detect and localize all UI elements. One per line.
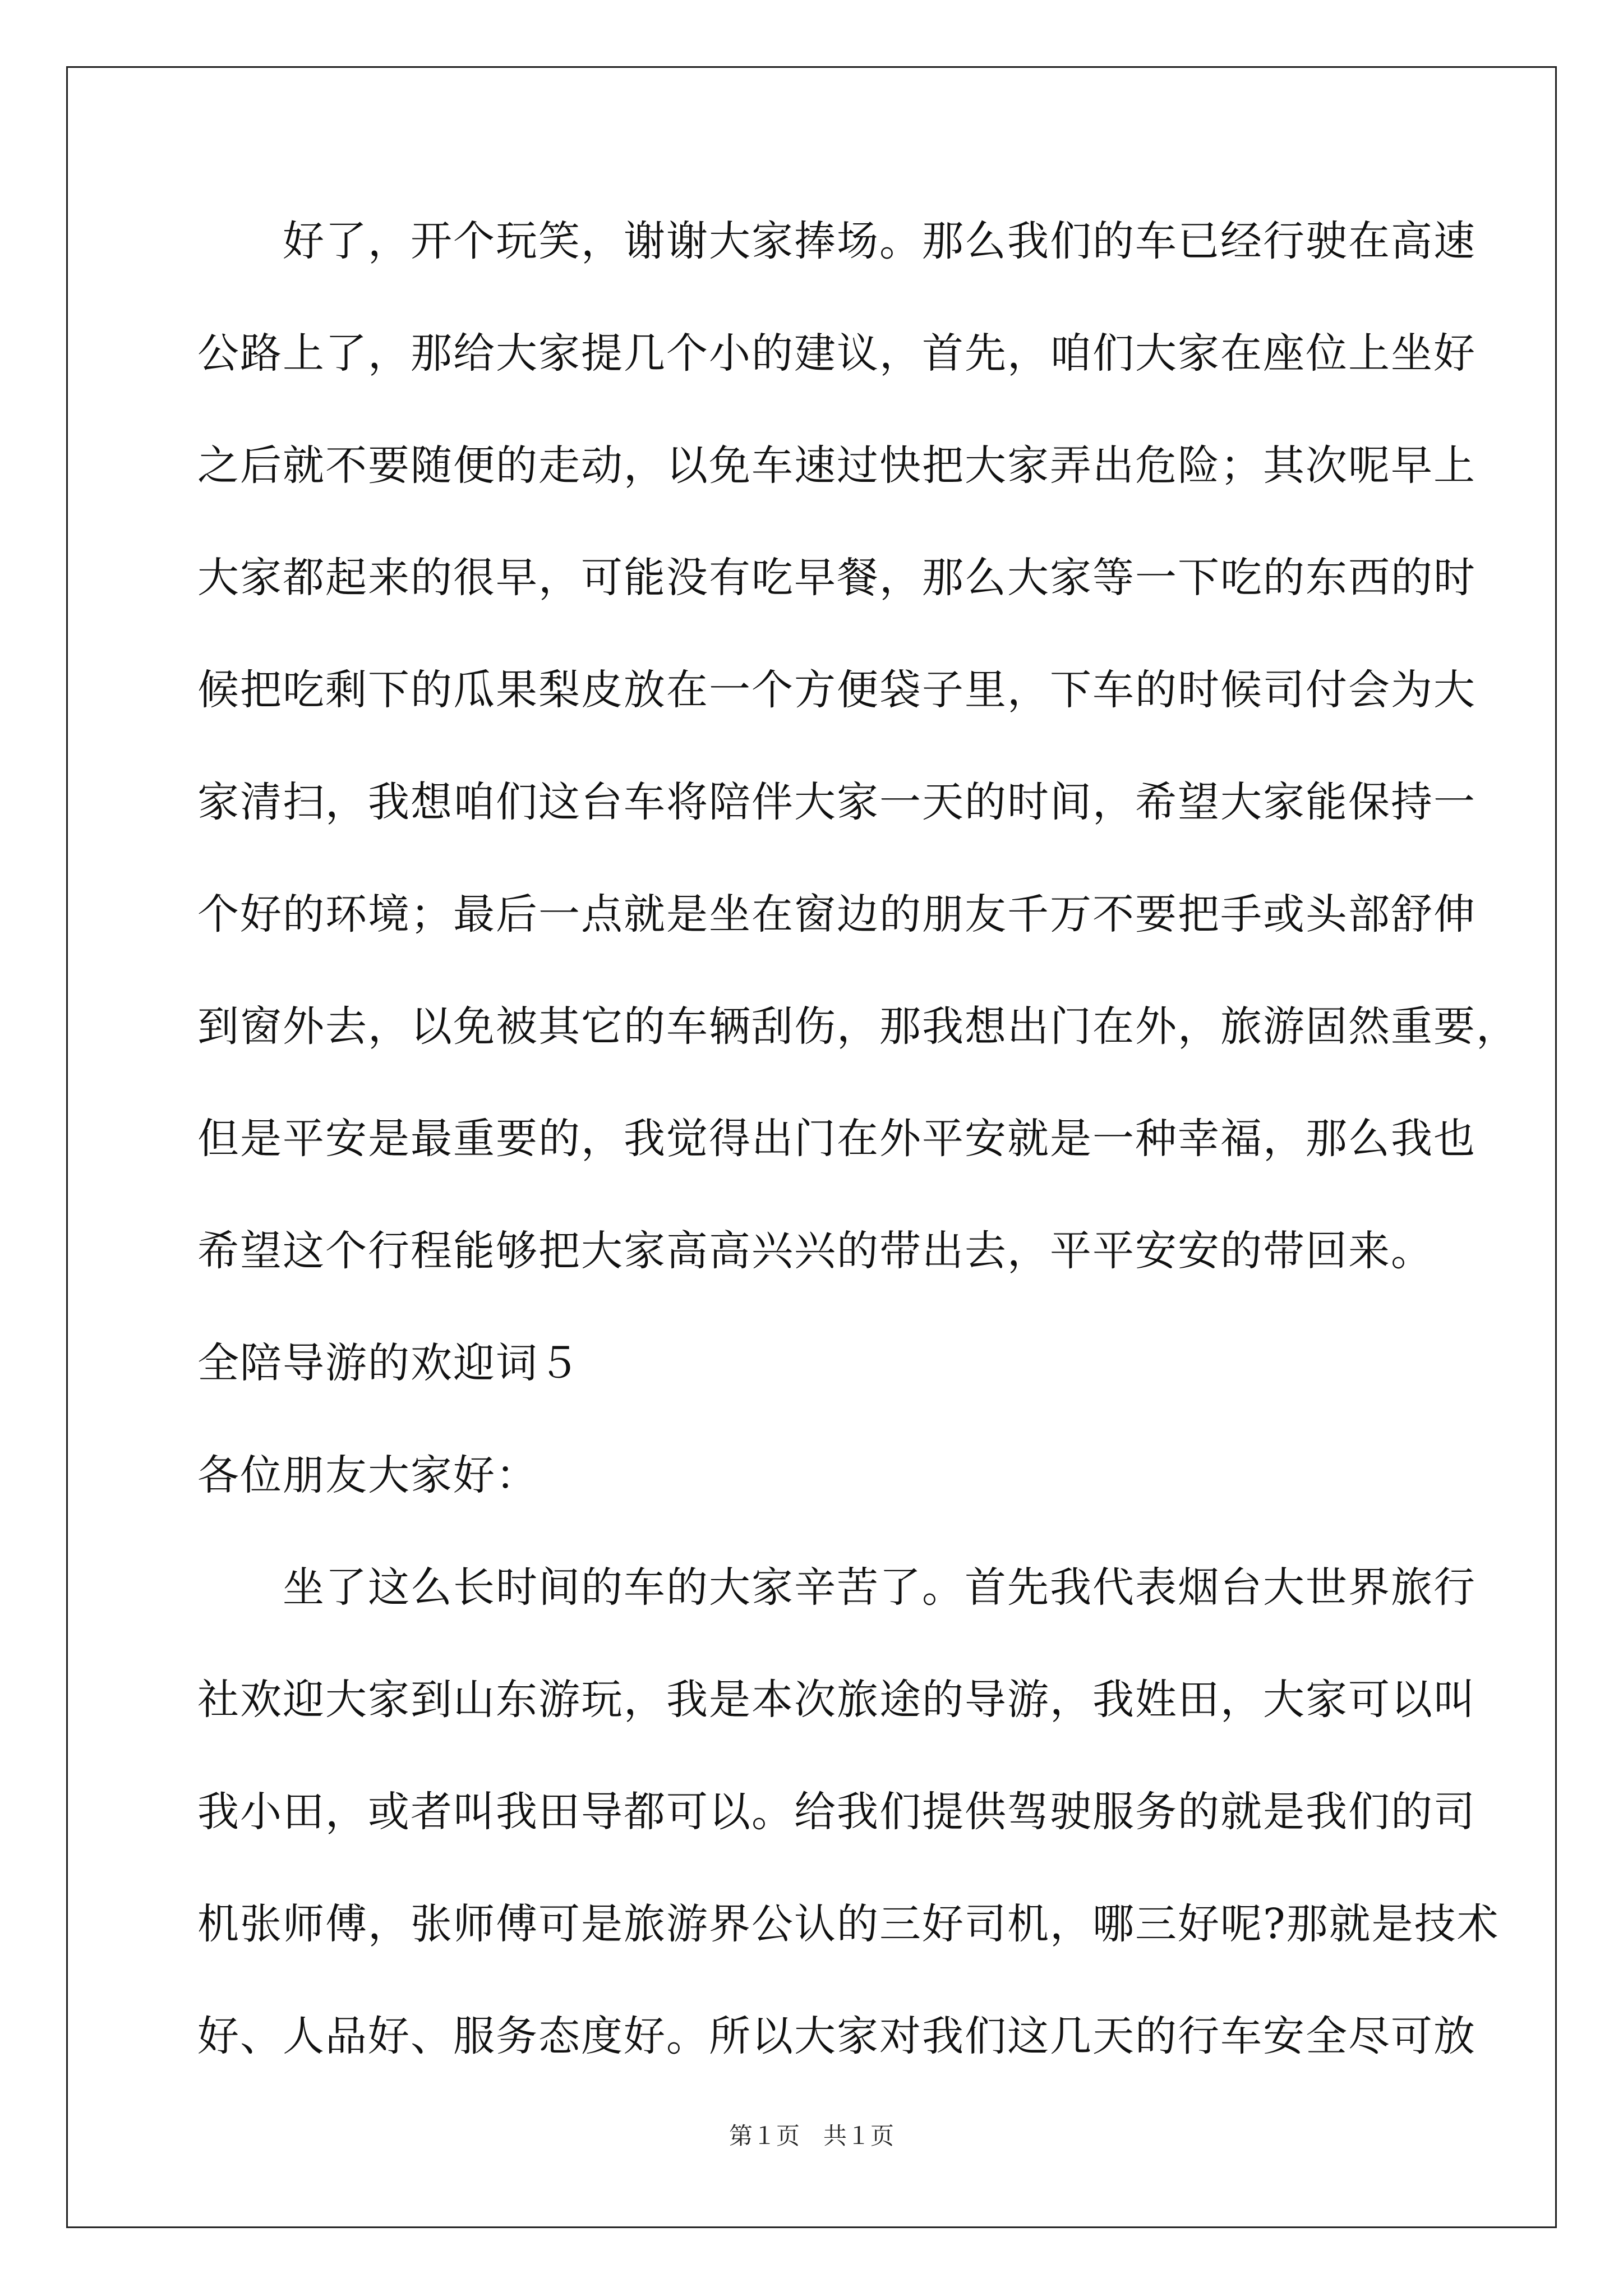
paragraph-line: 大家都起来的很早，可能没有吃早餐，那么大家等一下吃的东西的时 [197, 554, 1476, 602]
paragraph-line: 坐了这么长时间的车的大家辛苦了。首先我代表烟台大世界旅行 [197, 1563, 1476, 1612]
paragraph-line: 希望这个行程能够把大家高高兴兴的带出去，平平安安的带回来。 [197, 1227, 1433, 1275]
greeting-line: 各位朋友大家好： [197, 1451, 538, 1499]
paragraph-line: 候把吃剩下的瓜果梨皮放在一个方便袋子里，下车的时候司付会为大 [197, 666, 1476, 714]
paragraph-line: 机张师傅，张师傅可是旅游界公认的三好司机，哪三好呢?那就是技术 [197, 1900, 1500, 1948]
paragraph-line: 之后就不要随便的走动，以免车速过快把大家弄出危险；其次呢早上 [197, 441, 1476, 490]
paragraph-line: 到窗外去，以免被其它的车辆刮伤，那我想出门在外，旅游固然重要， [197, 1002, 1519, 1051]
paragraph-line: 但是平安是最重要的，我觉得出门在外平安就是一种幸福，那么我也 [197, 1115, 1476, 1163]
paragraph-line: 好、人品好、服务态度好。所以大家对我们这几天的行车安全尽可放 [197, 2012, 1476, 2060]
paragraph-line: 家清扫，我想咱们这台车将陪伴大家一天的时间，希望大家能保持一 [197, 778, 1476, 826]
paragraph-line: 我小田，或者叫我田导都可以。给我们提供驾驶服务的就是我们的司 [197, 1788, 1476, 1836]
page-number-footer: 第１页 共１页 [728, 2122, 894, 2150]
paragraph-line: 好了，开个玩笑，谢谢大家捧场。那么我们的车已经行驶在高速 [197, 217, 1476, 265]
section-heading: 全陪导游的欢迎词５ [197, 1339, 581, 1387]
paragraph-line: 公路上了，那给大家提几个小的建议，首先，咱们大家在座位上坐好 [197, 329, 1476, 378]
paragraph-line: 个好的环境；最后一点就是坐在窗边的朋友千万不要把手或头部舒伸 [197, 890, 1476, 938]
paragraph-line: 社欢迎大家到山东游玩，我是本次旅途的导游，我姓田，大家可以叫 [197, 1676, 1476, 1724]
